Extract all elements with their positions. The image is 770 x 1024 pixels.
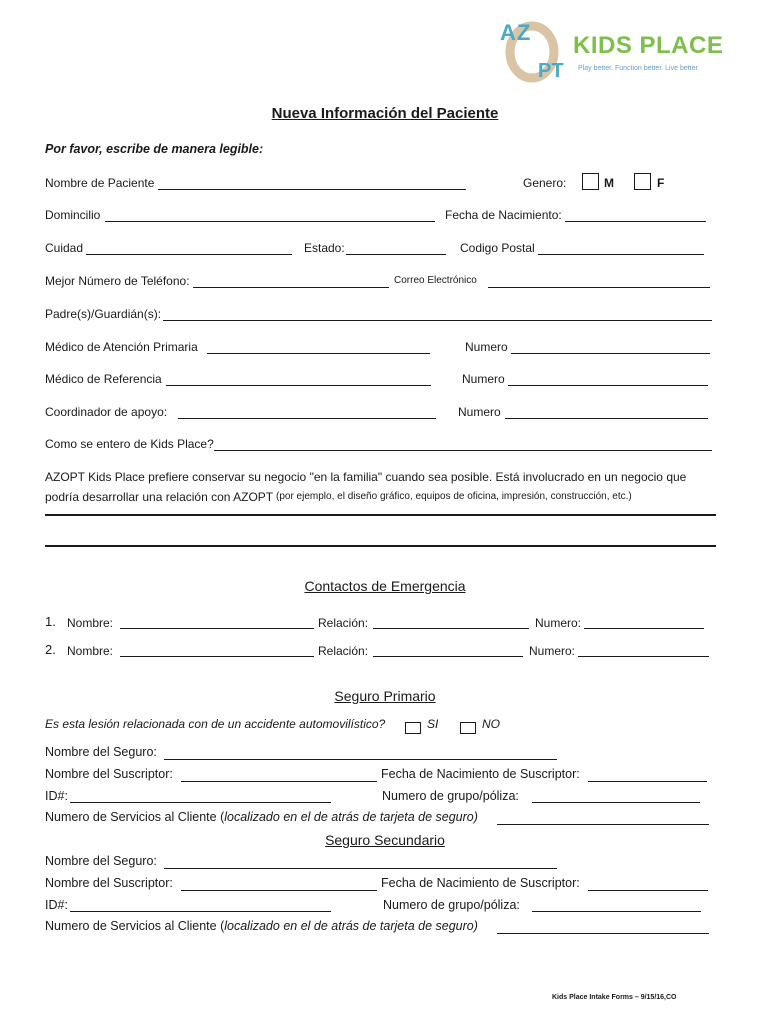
coordinador-field[interactable] <box>178 418 436 419</box>
accidente-no-checkbox[interactable] <box>460 720 476 738</box>
label-nombre-paciente: Nombre de Paciente <box>45 176 155 190</box>
secundario-servicios-italic: localizado en el de atrás de tarjeta de seguro) <box>224 919 478 933</box>
label-como-se-entero: Como se entero de Kids Place? <box>45 437 214 451</box>
secundario-grupo-label: Numero de grupo/póliza: <box>383 898 520 912</box>
instruction: Por favor, escribe de manera legible: <box>45 142 264 156</box>
primario-id-field[interactable] <box>70 802 331 803</box>
codigo-postal-field[interactable] <box>538 254 704 255</box>
estado-field[interactable] <box>346 254 446 255</box>
label-numero-3: Numero <box>458 405 501 419</box>
secundario-nombre-seguro-label: Nombre del Seguro: <box>45 854 157 868</box>
emergency-2-nombre-field[interactable] <box>120 656 314 657</box>
business-note-line1: AZOPT Kids Place prefiere conservar su negocio "en la familia" cuando sea posible. Está involucrado en un negocio que <box>45 470 687 484</box>
label-ciudad: Cuidad <box>45 241 84 255</box>
label-genero-m: M <box>604 176 614 190</box>
logo-brand: KIDS PLACE <box>573 32 724 59</box>
primario-servicios-text: Numero de Servicios al Cliente ( <box>45 810 225 824</box>
genero-m-checkbox[interactable] <box>582 173 599 192</box>
secundario-servicios-field[interactable] <box>497 933 709 934</box>
primario-nombre-seguro-label: Nombre del Seguro: <box>45 745 157 759</box>
emergency-1-nombre-field[interactable] <box>120 628 314 629</box>
secundario-id-label: ID#: <box>45 898 68 912</box>
genero-f-checkbox[interactable] <box>634 173 651 192</box>
secundario-servicios-text: Numero de Servicios al Cliente ( <box>45 919 225 933</box>
primario-grupo-field[interactable] <box>532 802 700 803</box>
primario-grupo-label: Numero de grupo/póliza: <box>382 789 519 803</box>
primario-suscriptor-field[interactable] <box>181 781 377 782</box>
label-numero-1: Numero <box>465 340 508 354</box>
label-fecha-nacimiento: Fecha de Nacimiento: <box>445 208 562 222</box>
primario-servicios-italic: localizado en el de atrás de tarjeta de seguro) <box>224 810 478 824</box>
primario-fecha-suscriptor-label: Fecha de Nacimiento de Suscriptor: <box>381 767 580 781</box>
label-telefono: Mejor Número de Teléfono: <box>45 274 190 288</box>
logo-az: AZ <box>500 20 532 45</box>
secundario-nombre-seguro-field[interactable] <box>164 868 557 869</box>
business-note-examples: (por ejemplo, el diseño gráfico, equipos de oficina, impresión, construcción, etc.) <box>276 491 632 502</box>
secundario-suscriptor-label: Nombre del Suscriptor: <box>45 876 173 890</box>
numero-3-field[interactable] <box>505 418 708 419</box>
emergency-2-relacion-label: Relación: <box>318 644 369 658</box>
numero-2-field[interactable] <box>508 385 708 386</box>
label-domicilio: Domincilio <box>45 208 101 222</box>
label-padres: Padre(s)/Guardián(s): <box>45 307 162 321</box>
telefono-field[interactable] <box>193 287 389 288</box>
label-estado: Estado: <box>304 241 345 255</box>
emergency-1-nombre-label: Nombre: <box>67 616 114 630</box>
emergency-2-relacion-field[interactable] <box>373 656 523 657</box>
business-answer-line-2[interactable] <box>45 545 716 547</box>
page-title: Nueva Información del Paciente <box>271 105 499 122</box>
nombre-paciente-field[interactable] <box>158 189 466 190</box>
secundario-id-field[interactable] <box>70 911 331 912</box>
secundario-servicios-label <box>45 919 478 933</box>
footer-note: Kids Place Intake Forms – 9/15/16,CO <box>552 994 677 1001</box>
emergency-2-num: 2. <box>45 642 56 657</box>
primario-servicios-field[interactable] <box>497 824 709 825</box>
label-medico-primaria: Médico de Atención Primaria <box>45 340 198 354</box>
accidente-si-label: SI <box>427 717 439 731</box>
label-codigo-postal: Codigo Postal <box>460 241 535 255</box>
logo-tagline: Play better. Function better. Live better <box>578 65 698 72</box>
label-numero-2: Numero <box>462 372 505 386</box>
secundario-suscriptor-field[interactable] <box>181 890 377 891</box>
seguro-primario-title: Seguro Primario <box>334 688 436 704</box>
emergency-1-numero-field[interactable] <box>584 628 704 629</box>
emergency-1-numero-label: Numero: <box>535 616 582 630</box>
numero-1-field[interactable] <box>511 353 710 354</box>
medico-primaria-field[interactable] <box>207 353 430 354</box>
emergency-1-num: 1. <box>45 614 56 629</box>
correo-field[interactable] <box>488 287 710 288</box>
emergency-2-nombre-label: Nombre: <box>67 644 114 658</box>
medico-referencia-field[interactable] <box>166 385 431 386</box>
emergency-2-numero-label: Numero: <box>529 644 576 658</box>
primario-nombre-seguro-field[interactable] <box>164 759 557 760</box>
label-coordinador: Coordinador de apoyo: <box>45 405 168 419</box>
primario-servicios-label <box>45 810 478 824</box>
secundario-fecha-suscriptor-field[interactable] <box>588 890 708 891</box>
primario-suscriptor-label: Nombre del Suscriptor: <box>45 767 173 781</box>
primario-id-label: ID#: <box>45 789 68 803</box>
secundario-fecha-suscriptor-label: Fecha de Nacimiento de Suscriptor: <box>381 876 580 890</box>
fecha-nacimiento-field[interactable] <box>565 221 706 222</box>
ciudad-field[interactable] <box>86 254 292 255</box>
seguro-secundario-title: Seguro Secundario <box>325 832 445 848</box>
accidente-no-label: NO <box>482 717 500 731</box>
como-se-entero-field[interactable] <box>214 450 712 451</box>
business-answer-line-1[interactable] <box>45 514 716 516</box>
emergency-title: Contactos de Emergencia <box>304 578 466 594</box>
domicilio-field[interactable] <box>105 221 435 222</box>
label-medico-referencia: Médico de Referencia <box>45 372 162 386</box>
emergency-1-relacion-label: Relación: <box>318 616 369 630</box>
padres-field[interactable] <box>163 320 712 321</box>
logo-pt: PT <box>538 60 564 82</box>
business-note-line2: podría desarrollar una relación con AZOPT <box>45 490 274 504</box>
accidente-pregunta: Es esta lesión relacionada con de un accidente automovilístico? <box>45 717 386 731</box>
primario-fecha-suscriptor-field[interactable] <box>588 781 707 782</box>
accidente-si-checkbox[interactable] <box>405 720 421 738</box>
label-genero-f: F <box>657 176 665 190</box>
emergency-1-relacion-field[interactable] <box>373 628 529 629</box>
secundario-grupo-field[interactable] <box>532 911 701 912</box>
label-correo: Correo Electrónico <box>394 275 477 286</box>
label-genero: Genero: <box>523 176 567 190</box>
emergency-2-numero-field[interactable] <box>578 656 709 657</box>
